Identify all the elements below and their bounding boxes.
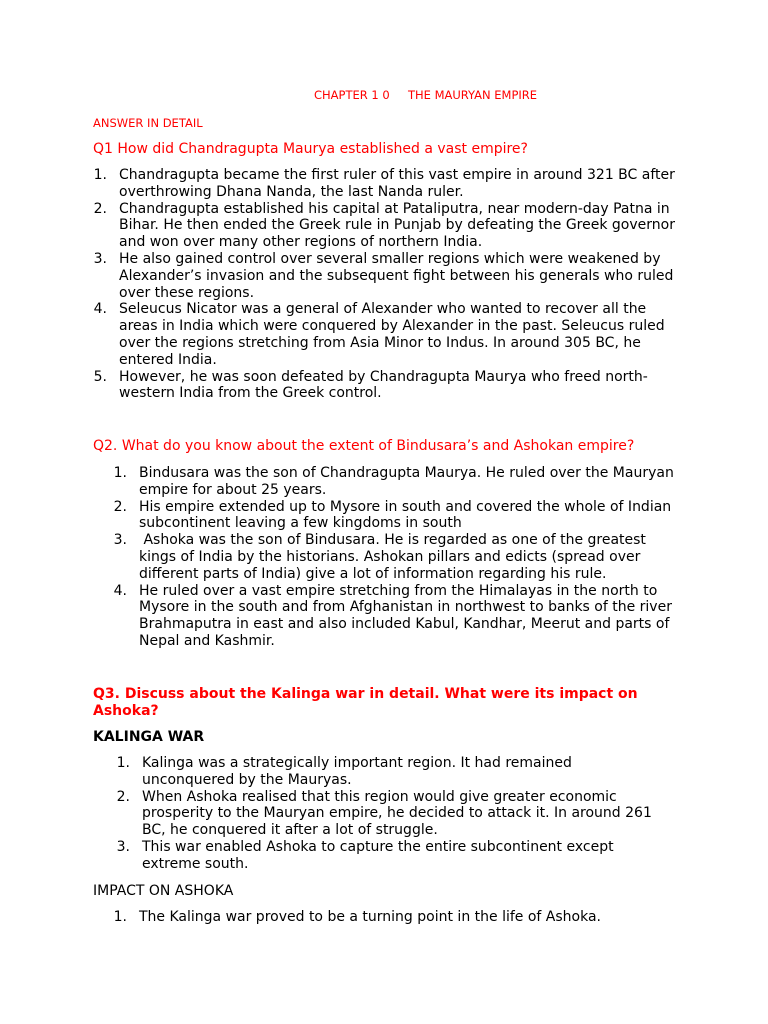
impact-list bbox=[113, 909, 679, 926]
list-text: The Kalinga war proved to be a turning point in the life of Ashoka. bbox=[139, 909, 601, 925]
answer-list-1 bbox=[93, 167, 679, 402]
list-number: 2. bbox=[116, 788, 130, 805]
list-item bbox=[116, 788, 667, 839]
list-text: Kalinga was a strategically important region. It had remained unconquered by the Mauryas. bbox=[142, 755, 572, 788]
list-number: 1. bbox=[113, 465, 127, 481]
list-number: 2. bbox=[93, 200, 107, 217]
list-item bbox=[113, 498, 679, 533]
list-number: 3. bbox=[93, 250, 107, 267]
list-text: Seleucus Nicator was a general of Alexander who wanted to recover all the areas in India which were conquered by Alexander in the past. Seleucus ruled over the regions stretching from Asia Minor to Indus. In around 305 BC, he entered India. bbox=[119, 301, 665, 368]
question-2: Q2. What do you know about the extent of Bindusara’s and Ashokan empire? bbox=[93, 438, 635, 454]
list-item bbox=[93, 368, 679, 403]
list-number: 1. bbox=[93, 167, 107, 183]
question-1: Q1 How did Chandragupta Maurya established a vast empire? bbox=[93, 141, 528, 157]
list-text: He also gained control over several smaller regions which were weakened by Alexander’s invasion and the subsequent fight between his generals who ruled over these regions. bbox=[119, 250, 674, 301]
kalinga-war-list bbox=[116, 755, 667, 873]
list-item bbox=[93, 200, 679, 251]
list-text: Ashoka was the son of Bindusara. He is regarded as one of the greatest kings of India by the historians. Ashokan pillars and edicts (spread over different parts of India) give a lot of information regarding his rule. bbox=[139, 532, 651, 582]
list-number: 1. bbox=[113, 909, 127, 925]
list-item bbox=[116, 755, 667, 789]
list-item bbox=[113, 465, 679, 499]
chapter-title: CHAPTER 1 0 THE MAURYAN EMPIRE bbox=[314, 88, 538, 102]
list-item bbox=[93, 301, 679, 368]
list-number: 3. bbox=[113, 532, 127, 549]
answer-list-2 bbox=[113, 465, 679, 650]
kalinga-war-heading: KALINGA WAR bbox=[93, 729, 205, 745]
list-text: His empire extended up to Mysore in south and covered the whole of Indian subcontinent leaving a few kingdoms in south bbox=[139, 498, 672, 532]
list-number: 4. bbox=[93, 301, 107, 318]
list-number: 2. bbox=[113, 498, 127, 515]
list-text: Chandragupta established his capital at Pataliputra, near modern-day Patna in Bihar. He then ended the Greek rule in Punjab by defeating the Greek governor and won over many other regions of northern India. bbox=[119, 200, 675, 251]
question-3: Q3. Discuss about the Kalinga war in detail. What were its impact on Ashoka? bbox=[93, 686, 638, 719]
list-text: When Ashoka realised that this region would give greater economic prosperity to the Mauryan empire, he decided to attack it. In around 261 BC, he conquered it after a lot of struggle. bbox=[142, 788, 652, 839]
list-item bbox=[116, 838, 667, 873]
list-item bbox=[113, 532, 679, 582]
list-text: Chandragupta became the first ruler of this vast empire in around 321 BC after overthrowing Dhana Nanda, the last Nanda ruler. bbox=[119, 167, 675, 200]
list-item bbox=[93, 250, 679, 301]
list-text: However, he was soon defeated by Chandragupta Maurya who freed north-western India from the Greek control. bbox=[119, 368, 648, 402]
list-number: 5. bbox=[93, 368, 107, 385]
list-number: 3. bbox=[116, 838, 130, 855]
list-number: 4. bbox=[113, 582, 127, 599]
list-item bbox=[113, 909, 679, 926]
list-item bbox=[93, 167, 679, 201]
list-number: 1. bbox=[116, 755, 130, 771]
impact-on-ashoka-heading: IMPACT ON ASHOKA bbox=[93, 883, 234, 899]
list-text: He ruled over a vast empire stretching from the Himalayas in the north to Mysore in the south and from Afghanistan in northwest to banks of the river Brahmaputra in east and also included Kabul, Kandhar, Meerut and parts of Nepal and Kashmir. bbox=[139, 582, 672, 649]
list-item bbox=[113, 582, 679, 650]
answer-in-detail-label: ANSWER IN DETAIL bbox=[93, 116, 203, 130]
list-text: Bindusara was the son of Chandragupta Maurya. He ruled over the Mauryan empire for about 25 years. bbox=[139, 465, 674, 498]
list-text: This war enabled Ashoka to capture the entire subcontinent except extreme south. bbox=[142, 838, 614, 872]
